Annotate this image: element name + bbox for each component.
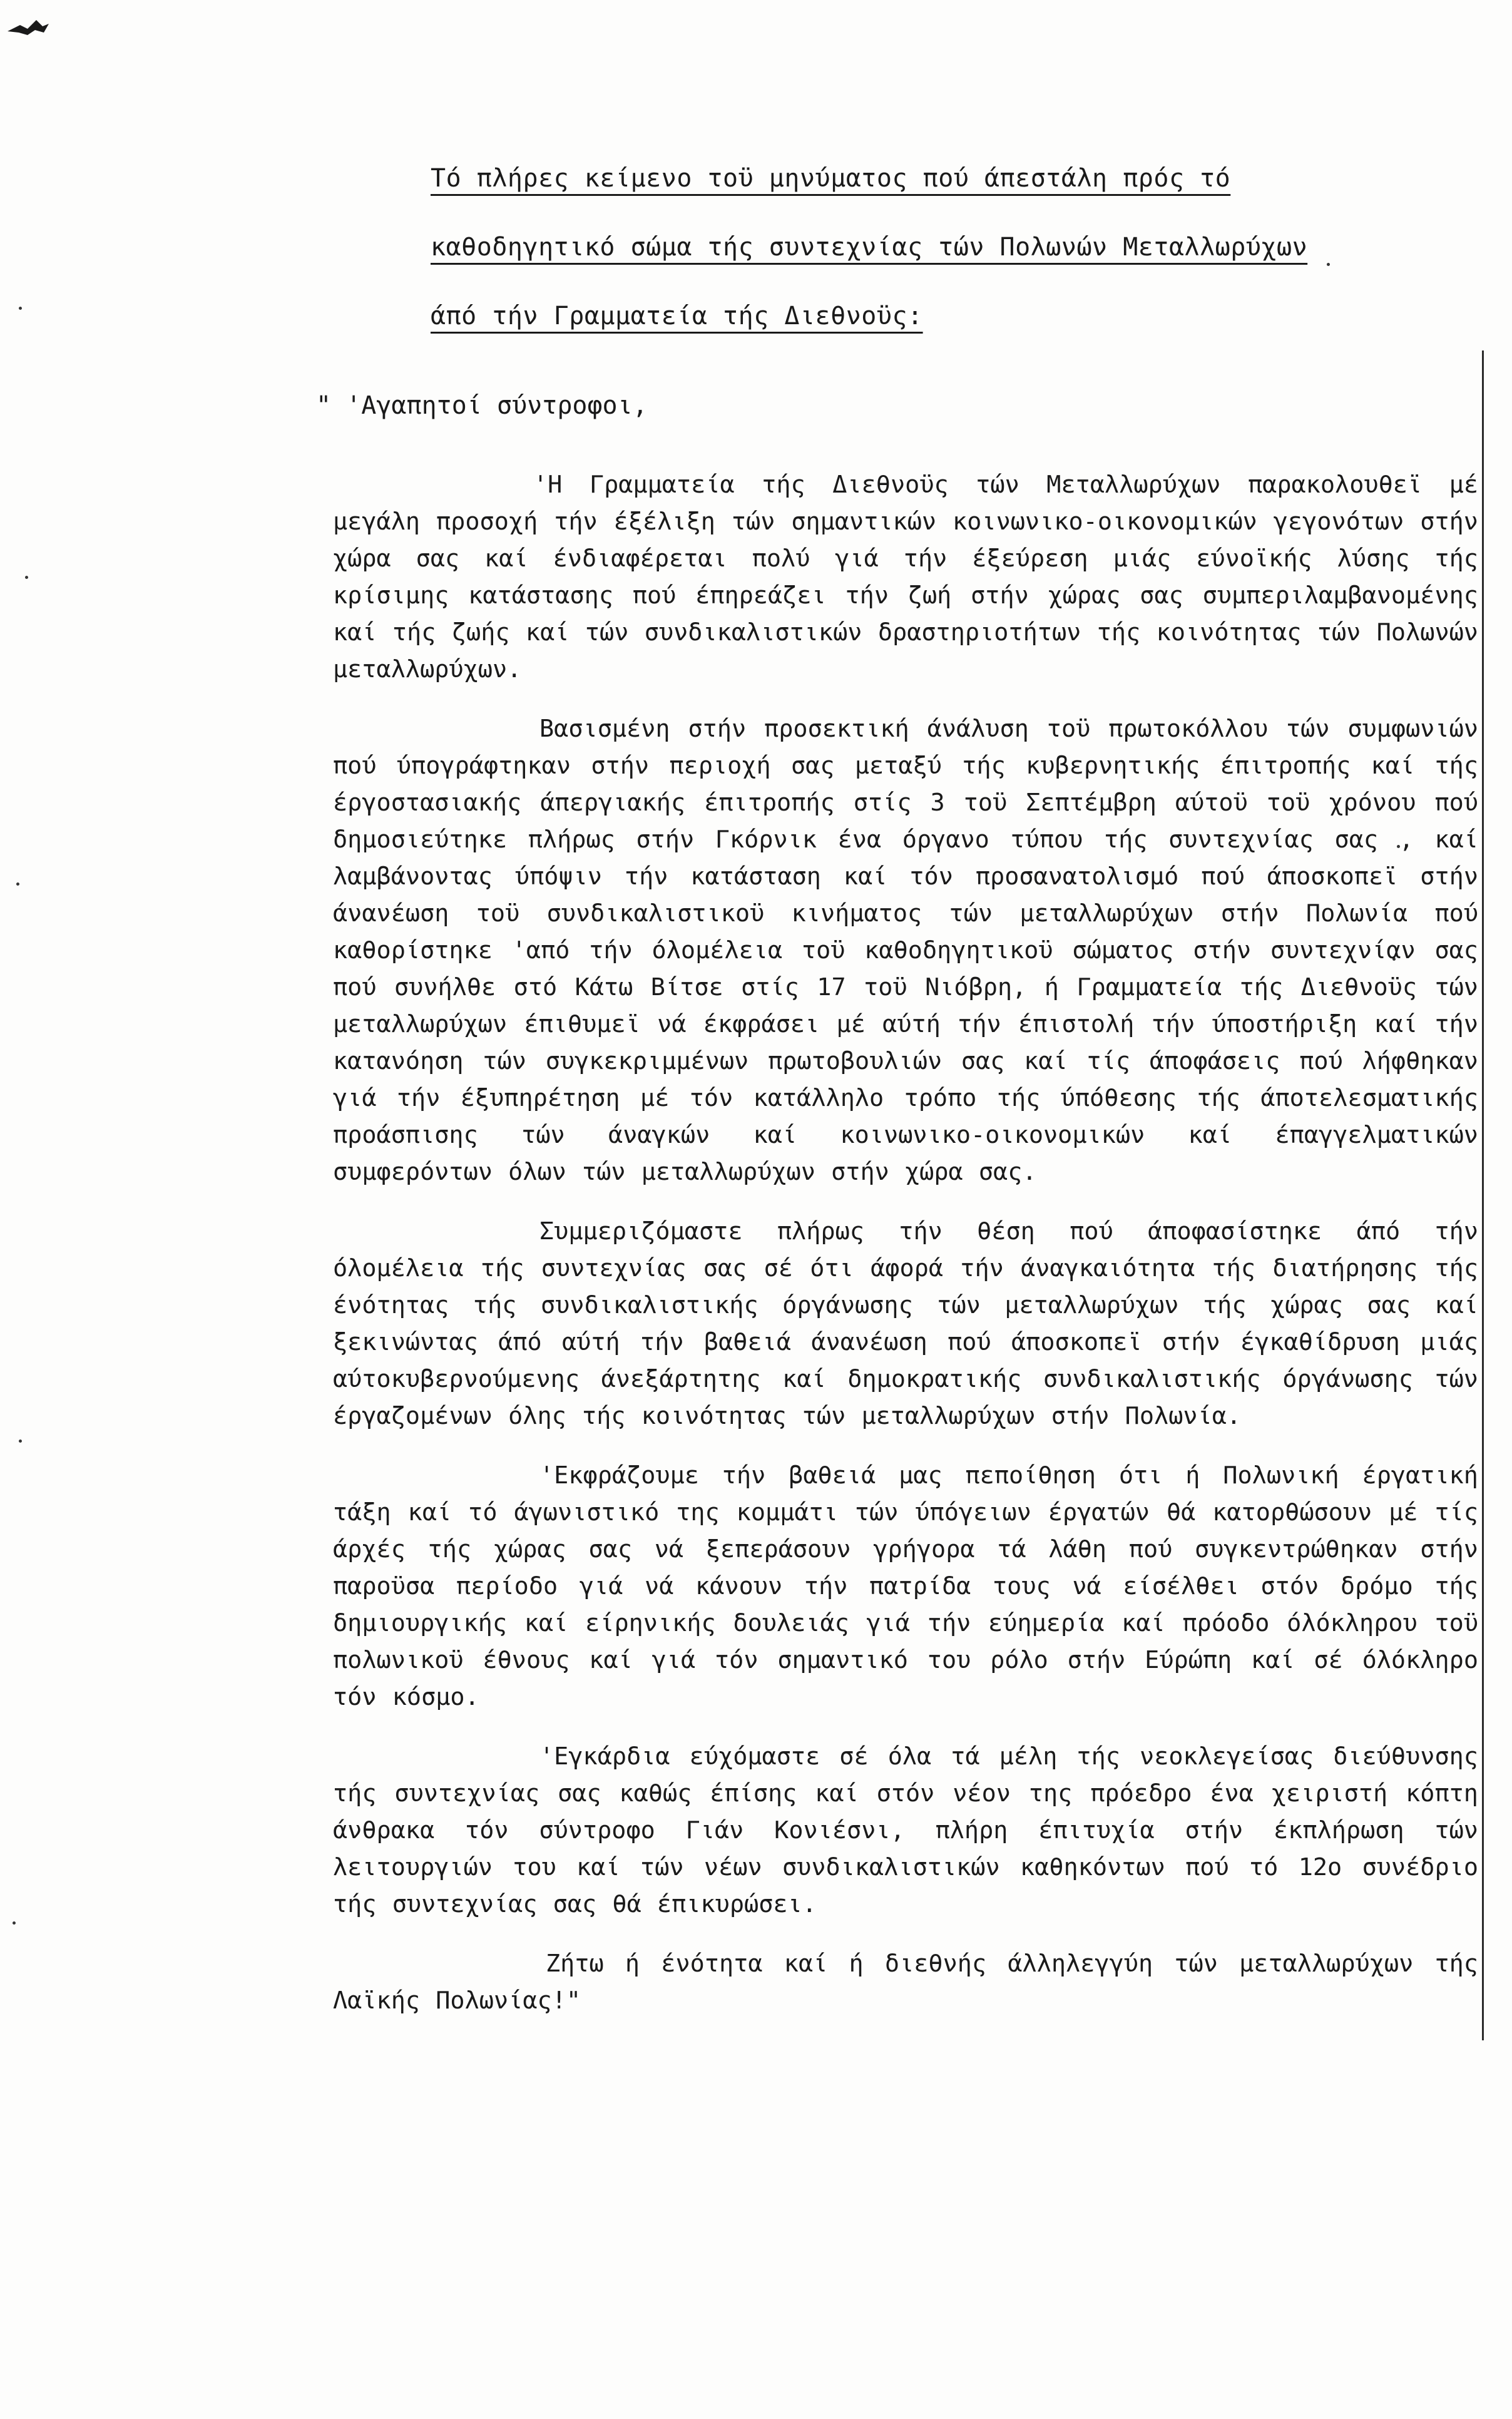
paragraph: 'Εκφράζουμε τήν βαθειά μας πεποίθηση ότι ή Πολωνική έργατική τάξη καί τό άγωνιστικό της κομμάτι τών ύπόγειων έργατών θά κατορθώσουν μέ τίς άρχές τής χώρας σας νά ξεπεράσουν γρήγορα τά λάθη πού συγκεντρώθηκαν στήν παροϋσα περίοδο γιά νά κάνουν τήν πατρίδα τους νά είσέλθει στόν δρόμο τής δημιουργικής καί είρηνικής δουλειάς γιά τήν εύημερία καί πρόοδο όλόκληρου τοϋ πολωνικοϋ έθνους καί γιά τόν σημαντικό του ρόλο στήν Εύρώπη καί σέ όλόκληρο τόν κόσμο.	[333, 1461, 1478, 1711]
scan-speck	[19, 1440, 22, 1443]
scan-speck	[13, 1921, 16, 1925]
scan-speck	[19, 307, 22, 310]
paragraph: 'Η Γραμματεία τής Διεθνοϋς τών Μεταλλωρύχων παρακολουθεϊ μέ μεγάλη προσοχή τήν έξέλιξη τών σημαντικών κοινωνικο-οικονομικών γεγονότων στήν χώρα σας καί ένδιαφέρεται πολύ γιά τήν έξεύρεση μιάς εύνοϊκής λύσης τής κρίσιμης κατάστασης πού έπηρεάζει τήν ζωή στήν χώρας σας συμπεριλαμβανομένης καί τής ζωής καί τών συνδικαλιστικών δραστηριοτήτων τής κοινότητας τών Πολωνών μεταλλωρύχων.	[333, 471, 1478, 683]
letter-body	[333, 466, 1478, 2019]
document-heading	[431, 144, 1369, 350]
paragraph: 'Εγκάρδια εύχόμαστε σέ όλα τά μέλη τής νεοκλεγείσας διεύθυνσης τής συντεχνίας σας καθώς έπίσης καί στόν νέον της πρόεδρο ένα χειριστή κόπτη άνθρακα τόν σύντροφο Γιάν Κονιέσνι, πλήρη έπιτυχία στήν έκπλήρωση τών λειτουργιών του καί τών νέων συνδικαλιστικών καθηκόντων πού τό 12ο συνέδριο τής συντεχνίας σας θά έπικυρώσει.	[333, 1742, 1478, 1918]
salutation: " 'Αγαπητοί σύντροφοι,	[316, 391, 648, 420]
heading-line: άπό τήν Γραμματεία τής Διεθνοϋς:	[431, 302, 923, 330]
margin-rule	[1482, 350, 1484, 2040]
scan-speck	[25, 576, 28, 579]
scan-speck	[16, 882, 19, 886]
paragraph: Συμμεριζόμαστε πλήρως τήν θέση πού άποφασίστηκε άπό τήν όλομέλεια τής συντεχνίας σας σέ ότι άφορά τήν άναγκαιότητα τής διατήρησης τής ένότητας τής συνδικαλιστικής όργάνωσης τών μεταλλωρύχων τής χώρας σας καί ξεκινώντας άπό αύτή τήν βαθειά άνανέωση πού άποσκοπεϊ στήν έγκαθίδρυση μιάς αύτοκυβερνούμενης άνεξάρτητης καί δημοκρατικής συνδικαλιστικής όργάνωσης τών έργαζομένων όλης τής κοινότητας τών μεταλλωρύχων στήν Πολωνία.	[333, 1217, 1478, 1430]
closing-line: Ζήτω ή ένότητα καί ή διεθνής άλληλεγγύη τών μεταλλωρύχων τής Λαϊκής Πολωνίας!"	[333, 1950, 1478, 2015]
heading-line: καθοδηγητικό σώμα τής συντεχνίας τών Πολωνών Μεταλλωρύχων	[431, 233, 1308, 262]
heading-line: Τό πλήρες κείμενο τοϋ μηνύματος πού άπεστάλη πρός τό	[431, 164, 1231, 193]
paragraph: Βασισμένη στήν προσεκτική άνάλυση τοϋ πρωτοκόλλου τών συμφωνιών πού ύπογράφτηκαν στήν περιοχή σας μεταξύ τής κυβερνητικής έπιτροπής καί τής έργοστασιακής άπεργιακής έπιτροπής στίς 3 τοϋ Σεπτέμβρη αύτοϋ τοϋ χρόνου πού δημοσιεύτηκε πλήρως στήν Γκόρνικ ένα όργανο τύπου τής συντεχνίας σας , καί λαμβάνοντας ύπόψιν τήν κατάσταση καί τόν προσανατολισμό πού άποσκοπεϊ στήν άνανέωση τοϋ συνδικαλιστικοϋ κινήματος τών μεταλλωρύχων στήν Πολωνία πού καθορίστηκε 'από τήν όλομέλεια τοϋ καθοδηγητικοϋ σώματος στήν συντεχνίαν σας πού συνήλθε στό Κάτω Βίτσε στίς 17 τοϋ Νιόβρη, ή Γραμματεία τής Διεθνοϋς τών μεταλλωρύχων έπιθυμεϊ νά έκφράσει μέ αύτή τήν έπιστολή τήν ύποστήριξη καί τήν κατανόηση τών συγκεκριμμένων πρωτοβουλιών σας καί τίς άποφάσεις πού λήφθηκαν γιά τήν έξυπηρέτηση μέ τόν κατάλληλο τρόπο τής ύπόθεσης τής άποτελεσματικής προάσπισης τών άναγκών καί κοινωνικο-οικονομικών καί έπαγγελματικών συμφερόντων όλων τών μεταλλωρύχων στήν χώρα σας.	[333, 715, 1478, 1186]
corner-mark-icon	[6, 14, 50, 39]
